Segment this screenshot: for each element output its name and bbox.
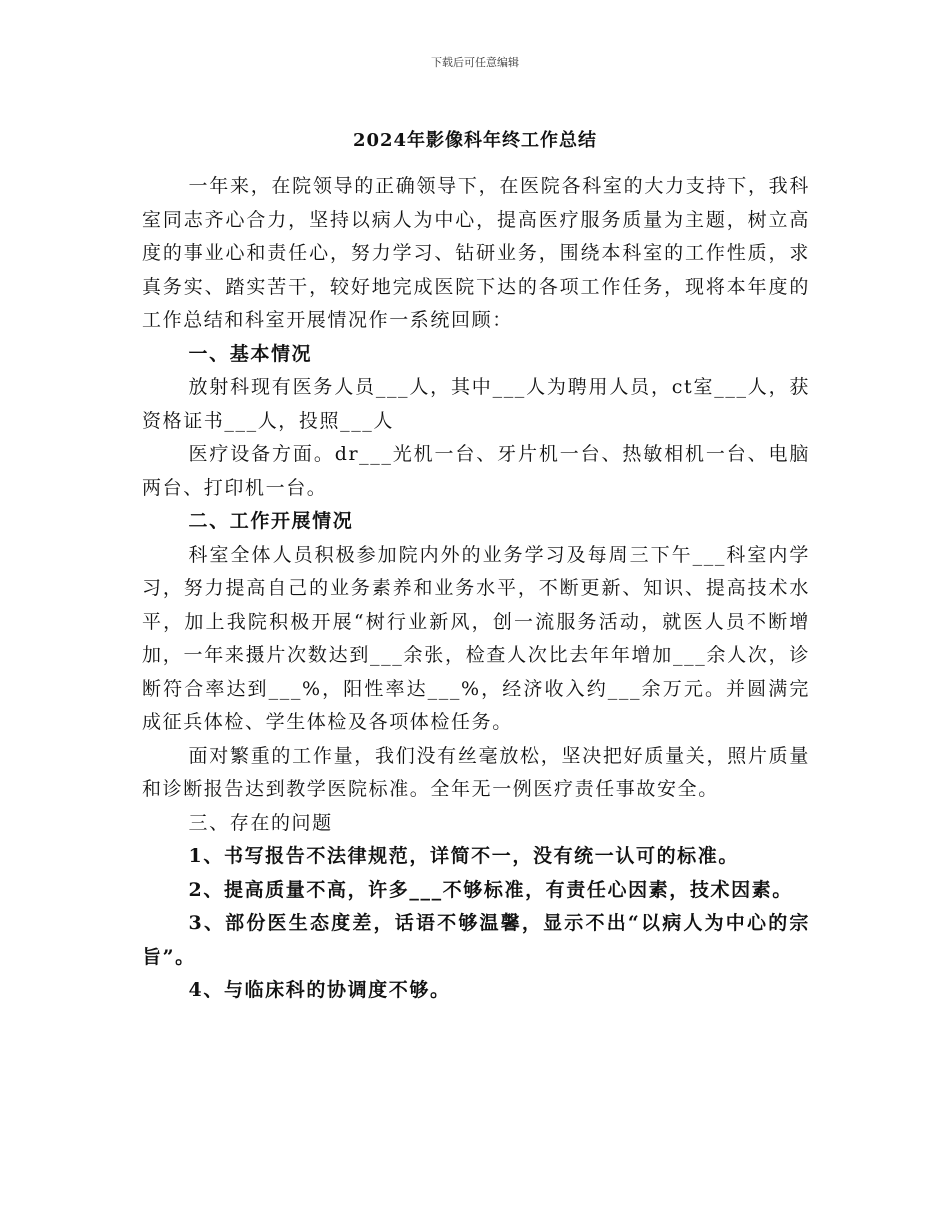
paragraph-work-1: 科室全体人员积极参加院内外的业务学习及每周三下午___科室内学习，努力提高自己的业务素养和业务水平，不断更新、知识、提高技术水平，加上我院积极开展“树行业新风，创一流服务活动，就医人员不断增加，一年来摄片次数达到___余张，检查人次比去年年增加___余人次，诊断符合率达到___%，阳性率达___%，经济收入约___余万元。并圆满完成征兵体检、学生体检及各项体检任务。 [142, 543, 810, 733]
problem-item-1: 1、书写报告不法律规范，详简不一，没有统一认可的标准。 [188, 845, 739, 867]
problem-item-4: 4、与临床科的协调度不够。 [188, 979, 451, 1001]
problem-item-3: 3、部份医生态度差，话语不够温馨，显示不出“以病人为中心的宗旨”。 [142, 912, 810, 968]
paragraph-staff: 放射科现有医务人员___人，其中___人为聘用人员，ct室___人，获资格证书___人，投照___人 [142, 376, 810, 432]
problem-item-2: 2、提高质量不高，许多___不够标准，有责任心因素，技术因素。 [188, 878, 793, 901]
paragraph-work-2: 面对繁重的工作量，我们没有丝毫放松，坚决把好质量关，照片质量和诊断报告达到教学医院标准。全年无一例医疗责任事故安全。 [142, 744, 810, 800]
section-heading-problems: 三、存在的问题 [188, 811, 333, 834]
document-title: 2024年影像科年终工作总结 [352, 130, 598, 151]
header-note: 下载后可任意编辑 [431, 56, 519, 69]
document-body [142, 170, 810, 1008]
section-heading-basic: 一、基本情况 [188, 342, 313, 365]
paragraph-equipment: 医疗设备方面。dr___光机一台、牙片机一台、热敏相机一台、电脑两台、打印机一台。 [142, 443, 810, 499]
intro-paragraph: 一年来，在院领导的正确领导下，在医院各科室的大力支持下，我科室同志齐心合力，坚持以病人为中心，提高医疗服务质量为主题，树立高度的事业心和责任心，努力学习、钻研业务，围绕本科室的工作性质，求真务实、踏实苦干，较好地完成医院下达的各项工作任务，现将本年度的工作总结和科室开展情况作一系统回顾： [142, 175, 810, 331]
section-heading-work: 二、工作开展情况 [188, 510, 354, 532]
